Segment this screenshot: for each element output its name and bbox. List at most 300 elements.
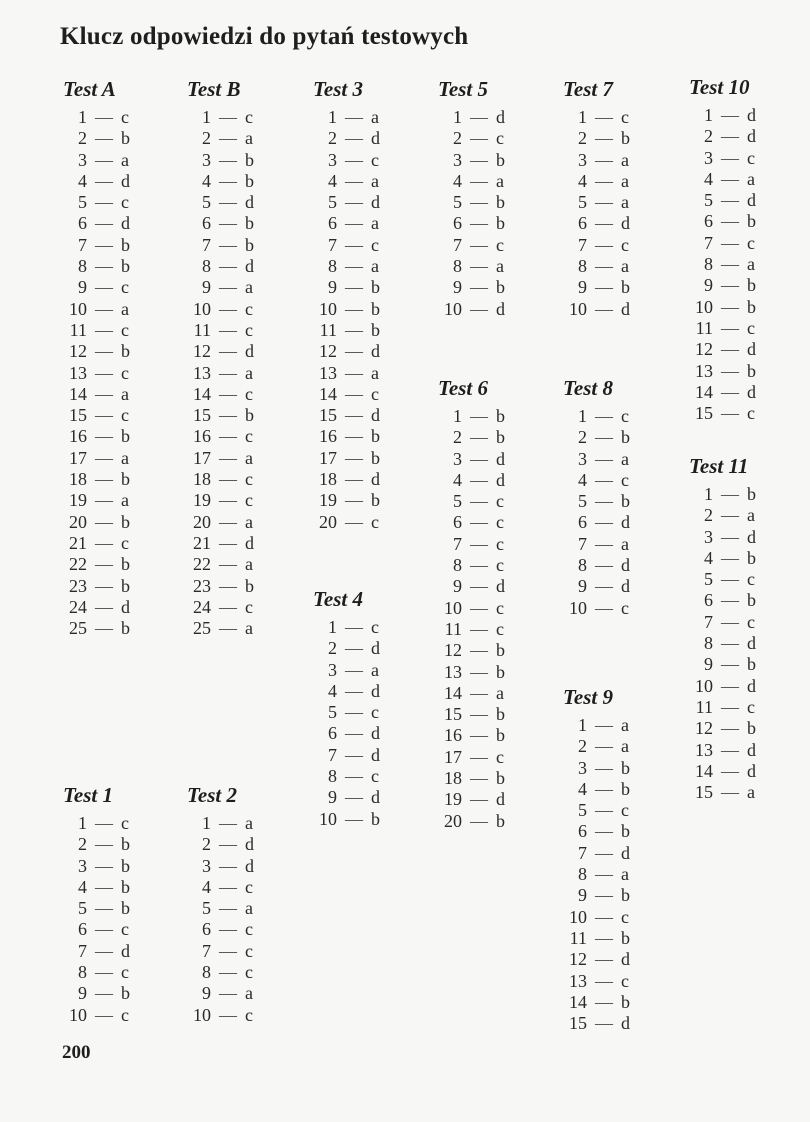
test-heading: Test 8 (563, 376, 613, 400)
answer-letter: c (621, 107, 629, 127)
dash-separator: — (595, 213, 613, 234)
dash-separator: — (470, 298, 488, 319)
test-heading: Test 5 (438, 77, 488, 101)
dash-separator: — (595, 842, 613, 863)
dash-separator: — (219, 405, 237, 426)
question-number: 21 (193, 532, 211, 553)
dash-separator: — (721, 403, 739, 424)
question-number: 7 (453, 234, 462, 255)
answer-letter: c (121, 319, 129, 340)
dash-separator: — (219, 898, 237, 919)
answer-letter: d (496, 789, 505, 810)
question-number: 15 (569, 1013, 587, 1034)
answer-letter: b (371, 808, 380, 829)
answer-row (186, 235, 301, 256)
answer-row (312, 256, 427, 277)
dash-separator: — (219, 834, 237, 855)
question-number: 4 (704, 547, 713, 568)
answer-letter: d (121, 213, 130, 234)
question-number: 20 (69, 511, 87, 532)
answer-letter: b (121, 855, 130, 876)
dash-separator: — (345, 298, 363, 319)
answer-letter: a (245, 554, 253, 575)
question-number: 13 (695, 739, 713, 760)
answer-row (186, 213, 301, 234)
answer-letter: a (121, 298, 129, 319)
answer-row (688, 590, 803, 611)
answer-row (312, 235, 427, 256)
answer-letter: d (496, 298, 505, 319)
dash-separator: — (595, 736, 613, 757)
answer-row (437, 725, 552, 746)
answer-letter: d (496, 576, 505, 597)
answer-row (688, 740, 803, 761)
answer-letter: b (496, 725, 505, 746)
dash-separator: — (721, 190, 739, 211)
dash-separator: — (470, 107, 488, 127)
answer-letter: c (371, 617, 379, 637)
answer-row (62, 834, 177, 855)
question-number: 2 (578, 736, 587, 757)
dash-separator: — (345, 447, 363, 468)
answer-row (62, 576, 177, 597)
answer-letter: c (121, 813, 129, 833)
answer-letter: b (245, 149, 254, 170)
question-number: 10 (193, 1004, 211, 1025)
answer-letter: c (747, 147, 755, 168)
dash-separator: — (721, 381, 739, 402)
answer-row (562, 470, 677, 491)
answer-row (688, 569, 803, 590)
answer-letter: a (245, 128, 253, 149)
question-number: 12 (444, 640, 462, 661)
answer-row (562, 885, 677, 906)
question-number: 22 (193, 554, 211, 575)
question-number: 9 (578, 885, 587, 906)
answer-letter: b (496, 192, 505, 213)
answer-letter: b (245, 170, 254, 191)
dash-separator: — (95, 362, 113, 383)
question-number: 14 (444, 682, 462, 703)
question-number: 7 (578, 533, 587, 554)
answer-letter: c (621, 906, 629, 927)
question-number: 4 (202, 876, 211, 897)
answer-row (312, 171, 427, 192)
question-number: 4 (453, 469, 462, 490)
dash-separator: — (219, 426, 237, 447)
question-number: 8 (328, 256, 337, 277)
dash-separator: — (721, 782, 739, 803)
answer-letter: c (496, 618, 504, 639)
dash-separator: — (345, 702, 363, 723)
dash-separator: — (345, 405, 363, 426)
question-number: 7 (578, 842, 587, 863)
answer-row (62, 171, 177, 192)
answer-letter: d (747, 190, 756, 211)
answer-row (437, 128, 552, 149)
question-number: 11 (69, 319, 87, 340)
question-number: 6 (578, 512, 587, 533)
answer-row (186, 618, 301, 639)
answer-row (312, 363, 427, 384)
answer-letter: a (747, 254, 755, 275)
question-number: 8 (704, 254, 713, 275)
dash-separator: — (595, 800, 613, 821)
dash-separator: — (595, 256, 613, 277)
answer-letter: c (121, 107, 129, 127)
answer-letter: c (747, 232, 755, 253)
question-number: 2 (578, 128, 587, 149)
test-5-block (437, 77, 552, 320)
answer-letter: b (496, 277, 505, 298)
answer-row (688, 612, 803, 633)
answer-letter: b (371, 298, 380, 319)
answer-row (186, 405, 301, 426)
answer-row (437, 192, 552, 213)
answer-row (688, 211, 803, 232)
answer-letter: c (747, 696, 755, 717)
answer-letter: a (371, 107, 379, 127)
question-number: 1 (704, 105, 713, 125)
question-number: 2 (704, 505, 713, 526)
question-number: 9 (202, 983, 211, 1004)
answer-row (312, 638, 427, 659)
question-number: 9 (453, 576, 462, 597)
dash-separator: — (219, 511, 237, 532)
answer-row (437, 256, 552, 277)
answer-letter: b (496, 661, 505, 682)
answer-row (437, 619, 552, 640)
answer-row (186, 192, 301, 213)
answer-row (186, 834, 301, 855)
dash-separator: — (345, 787, 363, 808)
answer-row (62, 150, 177, 171)
dash-separator: — (345, 341, 363, 362)
answer-row (437, 768, 552, 789)
question-number: 10 (569, 298, 587, 319)
dash-separator: — (345, 362, 363, 383)
answer-letter: a (371, 362, 379, 383)
answer-letter: c (371, 149, 379, 170)
question-number: 7 (328, 234, 337, 255)
answer-row (437, 555, 552, 576)
dash-separator: — (470, 768, 488, 789)
answer-letter: b (121, 876, 130, 897)
answer-row (186, 533, 301, 554)
test-9-block (562, 685, 677, 1034)
dash-separator: — (721, 275, 739, 296)
question-number: 11 (444, 618, 462, 639)
question-number: 7 (202, 234, 211, 255)
answer-letter: d (621, 298, 630, 319)
dash-separator: — (595, 555, 613, 576)
dash-separator: — (219, 855, 237, 876)
answer-row (186, 150, 301, 171)
question-number: 2 (78, 128, 87, 149)
answer-row (62, 192, 177, 213)
question-number: 18 (444, 768, 462, 789)
dash-separator: — (345, 213, 363, 234)
test-1-block (62, 783, 177, 1026)
answer-letter: a (245, 447, 253, 468)
question-number: 3 (578, 149, 587, 170)
answer-row (62, 299, 177, 320)
answer-row (437, 235, 552, 256)
answer-row (312, 320, 427, 341)
question-number: 6 (328, 723, 337, 744)
question-number: 6 (453, 213, 462, 234)
dash-separator: — (470, 427, 488, 448)
dash-separator: — (95, 277, 113, 298)
answer-letter: b (621, 778, 630, 799)
dash-separator: — (470, 128, 488, 149)
answer-row (312, 723, 427, 744)
answer-row (437, 491, 552, 512)
dash-separator: — (95, 919, 113, 940)
dash-separator: — (95, 298, 113, 319)
question-number: 5 (704, 569, 713, 590)
dash-separator: — (219, 319, 237, 340)
answer-row (688, 382, 803, 403)
question-number: 4 (578, 170, 587, 191)
answer-letter: d (747, 126, 756, 147)
question-number: 17 (319, 447, 337, 468)
test-8-block (562, 376, 677, 619)
dash-separator: — (95, 170, 113, 191)
dash-separator: — (95, 447, 113, 468)
answer-letter: d (371, 469, 380, 490)
dash-separator: — (470, 618, 488, 639)
answer-letter: b (371, 447, 380, 468)
answer-letter: a (371, 659, 379, 680)
answer-letter: b (496, 640, 505, 661)
answer-letter: a (621, 736, 629, 757)
question-number: 17 (193, 447, 211, 468)
question-number: 8 (578, 864, 587, 885)
answer-row (186, 448, 301, 469)
question-number: 3 (202, 149, 211, 170)
answer-row (62, 618, 177, 639)
dash-separator: — (95, 192, 113, 213)
question-number: 11 (569, 927, 587, 948)
answer-letter: b (496, 704, 505, 725)
dash-separator: — (595, 927, 613, 948)
answer-row (186, 898, 301, 919)
question-number: 5 (578, 491, 587, 512)
answer-letter: b (121, 554, 130, 575)
question-number: 9 (328, 277, 337, 298)
dash-separator: — (595, 427, 613, 448)
dash-separator: — (345, 256, 363, 277)
answer-letter: b (496, 810, 505, 831)
question-number: 19 (444, 789, 462, 810)
answer-row (562, 736, 677, 757)
dash-separator: — (721, 718, 739, 739)
question-number: 3 (328, 149, 337, 170)
answer-letter: b (121, 469, 130, 490)
answer-row (437, 747, 552, 768)
answer-letter: c (121, 1004, 129, 1025)
answer-letter: b (747, 590, 756, 611)
answer-letter: a (621, 715, 629, 735)
dash-separator: — (470, 448, 488, 469)
answer-letter: b (121, 834, 130, 855)
question-number: 6 (704, 590, 713, 611)
test-heading: Test 4 (313, 587, 363, 611)
answer-letter: d (371, 787, 380, 808)
answer-row (562, 758, 677, 779)
dash-separator: — (595, 406, 613, 426)
answer-letter: a (121, 149, 129, 170)
dash-separator: — (95, 983, 113, 1004)
question-number: 3 (578, 757, 587, 778)
answer-letter: c (245, 107, 253, 127)
dash-separator: — (219, 962, 237, 983)
dash-separator: — (721, 611, 739, 632)
dash-separator: — (470, 406, 488, 426)
dash-separator: — (721, 569, 739, 590)
dash-separator: — (219, 170, 237, 191)
answer-row (312, 766, 427, 787)
question-number: 5 (453, 192, 462, 213)
question-number: 3 (202, 855, 211, 876)
answer-letter: d (245, 834, 254, 855)
dash-separator: — (721, 760, 739, 781)
answer-letter: a (245, 362, 253, 383)
answer-letter: b (121, 128, 130, 149)
dash-separator: — (595, 298, 613, 319)
answer-row (437, 683, 552, 704)
question-number: 1 (578, 715, 587, 735)
answer-letter: c (121, 192, 129, 213)
question-number: 5 (704, 190, 713, 211)
question-number: 4 (453, 170, 462, 191)
question-number: 2 (704, 126, 713, 147)
answer-letter: b (245, 405, 254, 426)
answer-letter: a (245, 277, 253, 298)
answer-row (62, 128, 177, 149)
question-number: 14 (193, 383, 211, 404)
question-number: 9 (704, 654, 713, 675)
question-number: 4 (578, 469, 587, 490)
dash-separator: — (345, 617, 363, 637)
dash-separator: — (721, 526, 739, 547)
answer-row (186, 983, 301, 1004)
answer-letter: b (621, 427, 630, 448)
answer-letter: a (245, 813, 253, 833)
dash-separator: — (595, 885, 613, 906)
dash-separator: — (95, 511, 113, 532)
question-number: 10 (319, 298, 337, 319)
question-number: 7 (453, 533, 462, 554)
dash-separator: — (95, 213, 113, 234)
question-number: 14 (569, 991, 587, 1012)
answer-letter: a (496, 256, 504, 277)
answer-letter: c (121, 362, 129, 383)
dash-separator: — (95, 383, 113, 404)
answer-letter: b (121, 618, 130, 639)
question-number: 12 (695, 339, 713, 360)
dash-separator: — (595, 715, 613, 735)
dash-separator: — (595, 949, 613, 970)
question-number: 1 (704, 484, 713, 504)
question-number: 6 (78, 213, 87, 234)
question-number: 16 (319, 426, 337, 447)
question-number: 3 (78, 855, 87, 876)
answer-letter: d (371, 723, 380, 744)
answer-row (312, 341, 427, 362)
dash-separator: — (721, 505, 739, 526)
dash-separator: — (595, 906, 613, 927)
question-number: 24 (69, 596, 87, 617)
answer-row (562, 555, 677, 576)
question-number: 8 (328, 766, 337, 787)
dash-separator: — (595, 512, 613, 533)
question-number: 6 (202, 213, 211, 234)
answer-row (312, 809, 427, 830)
dash-separator: — (721, 296, 739, 317)
dash-separator: — (470, 149, 488, 170)
dash-separator: — (595, 234, 613, 255)
dash-separator: — (345, 744, 363, 765)
dash-separator: — (219, 234, 237, 255)
dash-separator: — (95, 596, 113, 617)
answer-letter: c (621, 469, 629, 490)
dash-separator: — (219, 876, 237, 897)
test-heading: Test 1 (63, 783, 113, 807)
dash-separator: — (470, 597, 488, 618)
question-number: 7 (704, 232, 713, 253)
answer-letter: a (621, 192, 629, 213)
dash-separator: — (345, 128, 363, 149)
answer-letter: b (621, 927, 630, 948)
question-number: 13 (444, 661, 462, 682)
answer-row (62, 856, 177, 877)
answer-letter: c (371, 383, 379, 404)
dash-separator: — (345, 808, 363, 829)
dash-separator: — (95, 813, 113, 833)
answer-letter: c (245, 1004, 253, 1025)
question-number: 6 (78, 919, 87, 940)
answer-row (562, 1013, 677, 1034)
answer-row (62, 554, 177, 575)
dash-separator: — (345, 511, 363, 532)
question-number: 1 (202, 813, 211, 833)
dash-separator: — (595, 448, 613, 469)
dash-separator: — (95, 855, 113, 876)
question-number: 1 (328, 107, 337, 127)
answer-row (186, 856, 301, 877)
answer-letter: d (747, 760, 756, 781)
answer-row (562, 427, 677, 448)
answer-letter: c (747, 317, 755, 338)
dash-separator: — (219, 383, 237, 404)
answer-letter: c (621, 406, 629, 426)
answer-row (62, 533, 177, 554)
answer-letter: d (747, 105, 756, 125)
question-number: 10 (444, 298, 462, 319)
answer-row (688, 718, 803, 739)
dash-separator: — (470, 234, 488, 255)
answer-row (688, 548, 803, 569)
test-11-block (688, 454, 803, 803)
question-number: 5 (202, 192, 211, 213)
answer-letter: b (496, 213, 505, 234)
answer-letter: a (621, 149, 629, 170)
answer-letter: a (621, 448, 629, 469)
dash-separator: — (219, 447, 237, 468)
dash-separator: — (470, 533, 488, 554)
